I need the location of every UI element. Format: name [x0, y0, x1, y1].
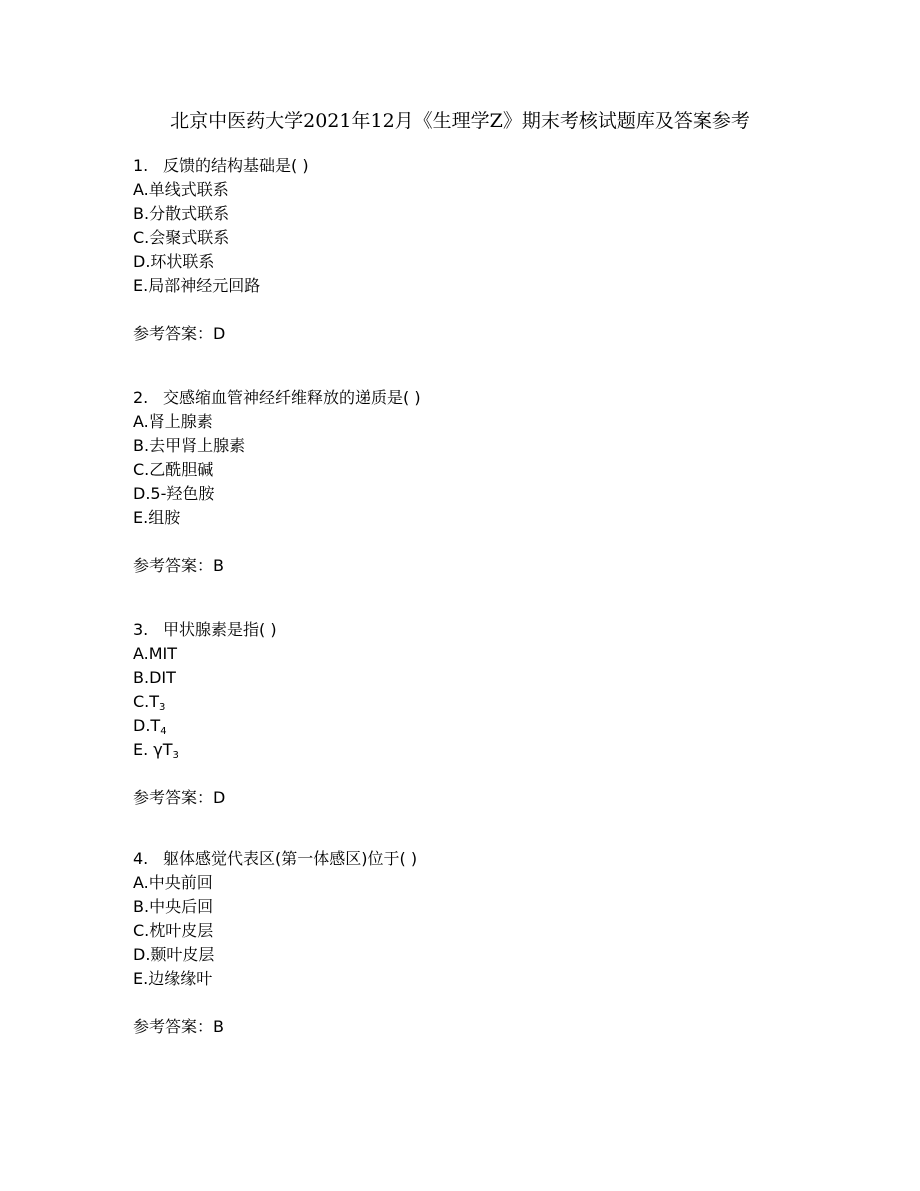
option-subscript: 3	[159, 702, 166, 713]
option-c: C.乙酰胆碱	[133, 460, 214, 479]
option-text: E. γT	[133, 740, 173, 759]
reference-answer: 参考答案：D	[133, 324, 226, 343]
option-b: B.中央后回	[133, 897, 214, 916]
option-b	[133, 666, 833, 690]
option-a	[133, 642, 833, 666]
option-e: E.组胺	[133, 508, 181, 527]
option-a: A.中央前回	[133, 873, 213, 892]
question-number: 4.	[133, 849, 149, 868]
question-text: 甲状腺素是指( )	[163, 620, 277, 639]
reference-answer: 参考答案：B	[133, 1017, 224, 1036]
option-e	[133, 738, 833, 762]
question-stem	[133, 386, 833, 410]
option-b: B.去甲肾上腺素	[133, 436, 246, 455]
reference-answer: 参考答案：B	[133, 556, 224, 575]
question-3	[133, 618, 833, 810]
question-number: 3.	[133, 620, 149, 639]
option-d: D.5-羟色胺	[133, 484, 215, 503]
question-stem	[133, 154, 833, 178]
question-1	[133, 154, 833, 346]
reference-answer: 参考答案：D	[133, 788, 226, 807]
option-text: B.DIT	[133, 668, 176, 687]
option-text: C.T	[133, 692, 160, 711]
option-subscript: 3	[172, 750, 179, 761]
question-text: 躯体感觉代表区(第一体感区)位于( )	[163, 849, 418, 868]
option-c	[133, 690, 833, 714]
option-text: A.MIT	[133, 644, 178, 663]
question-text: 反馈的结构基础是( )	[163, 156, 309, 175]
option-d: D.颞叶皮层	[133, 945, 215, 964]
option-c: C.会聚式联系	[133, 228, 230, 247]
question-stem	[133, 847, 833, 871]
question-number: 1.	[133, 156, 149, 175]
option-text: D.T	[133, 716, 161, 735]
question-4	[133, 847, 833, 1039]
question-number: 2.	[133, 388, 149, 407]
question-2	[133, 386, 833, 578]
option-a: A.肾上腺素	[133, 412, 213, 431]
option-a: A.单线式联系	[133, 180, 229, 199]
option-e: E.局部神经元回路	[133, 276, 261, 295]
question-stem	[133, 618, 833, 642]
option-e: E.边缘缘叶	[133, 969, 213, 988]
option-d	[133, 714, 833, 738]
option-subscript: 4	[160, 726, 167, 737]
document-title: 北京中医药大学2021年12月《生理学Z》期末考核试题库及答案参考	[170, 110, 750, 132]
option-d: D.环状联系	[133, 252, 215, 271]
option-c: C.枕叶皮层	[133, 921, 214, 940]
option-b: B.分散式联系	[133, 204, 230, 223]
question-text: 交感缩血管神经纤维释放的递质是( )	[163, 388, 421, 407]
